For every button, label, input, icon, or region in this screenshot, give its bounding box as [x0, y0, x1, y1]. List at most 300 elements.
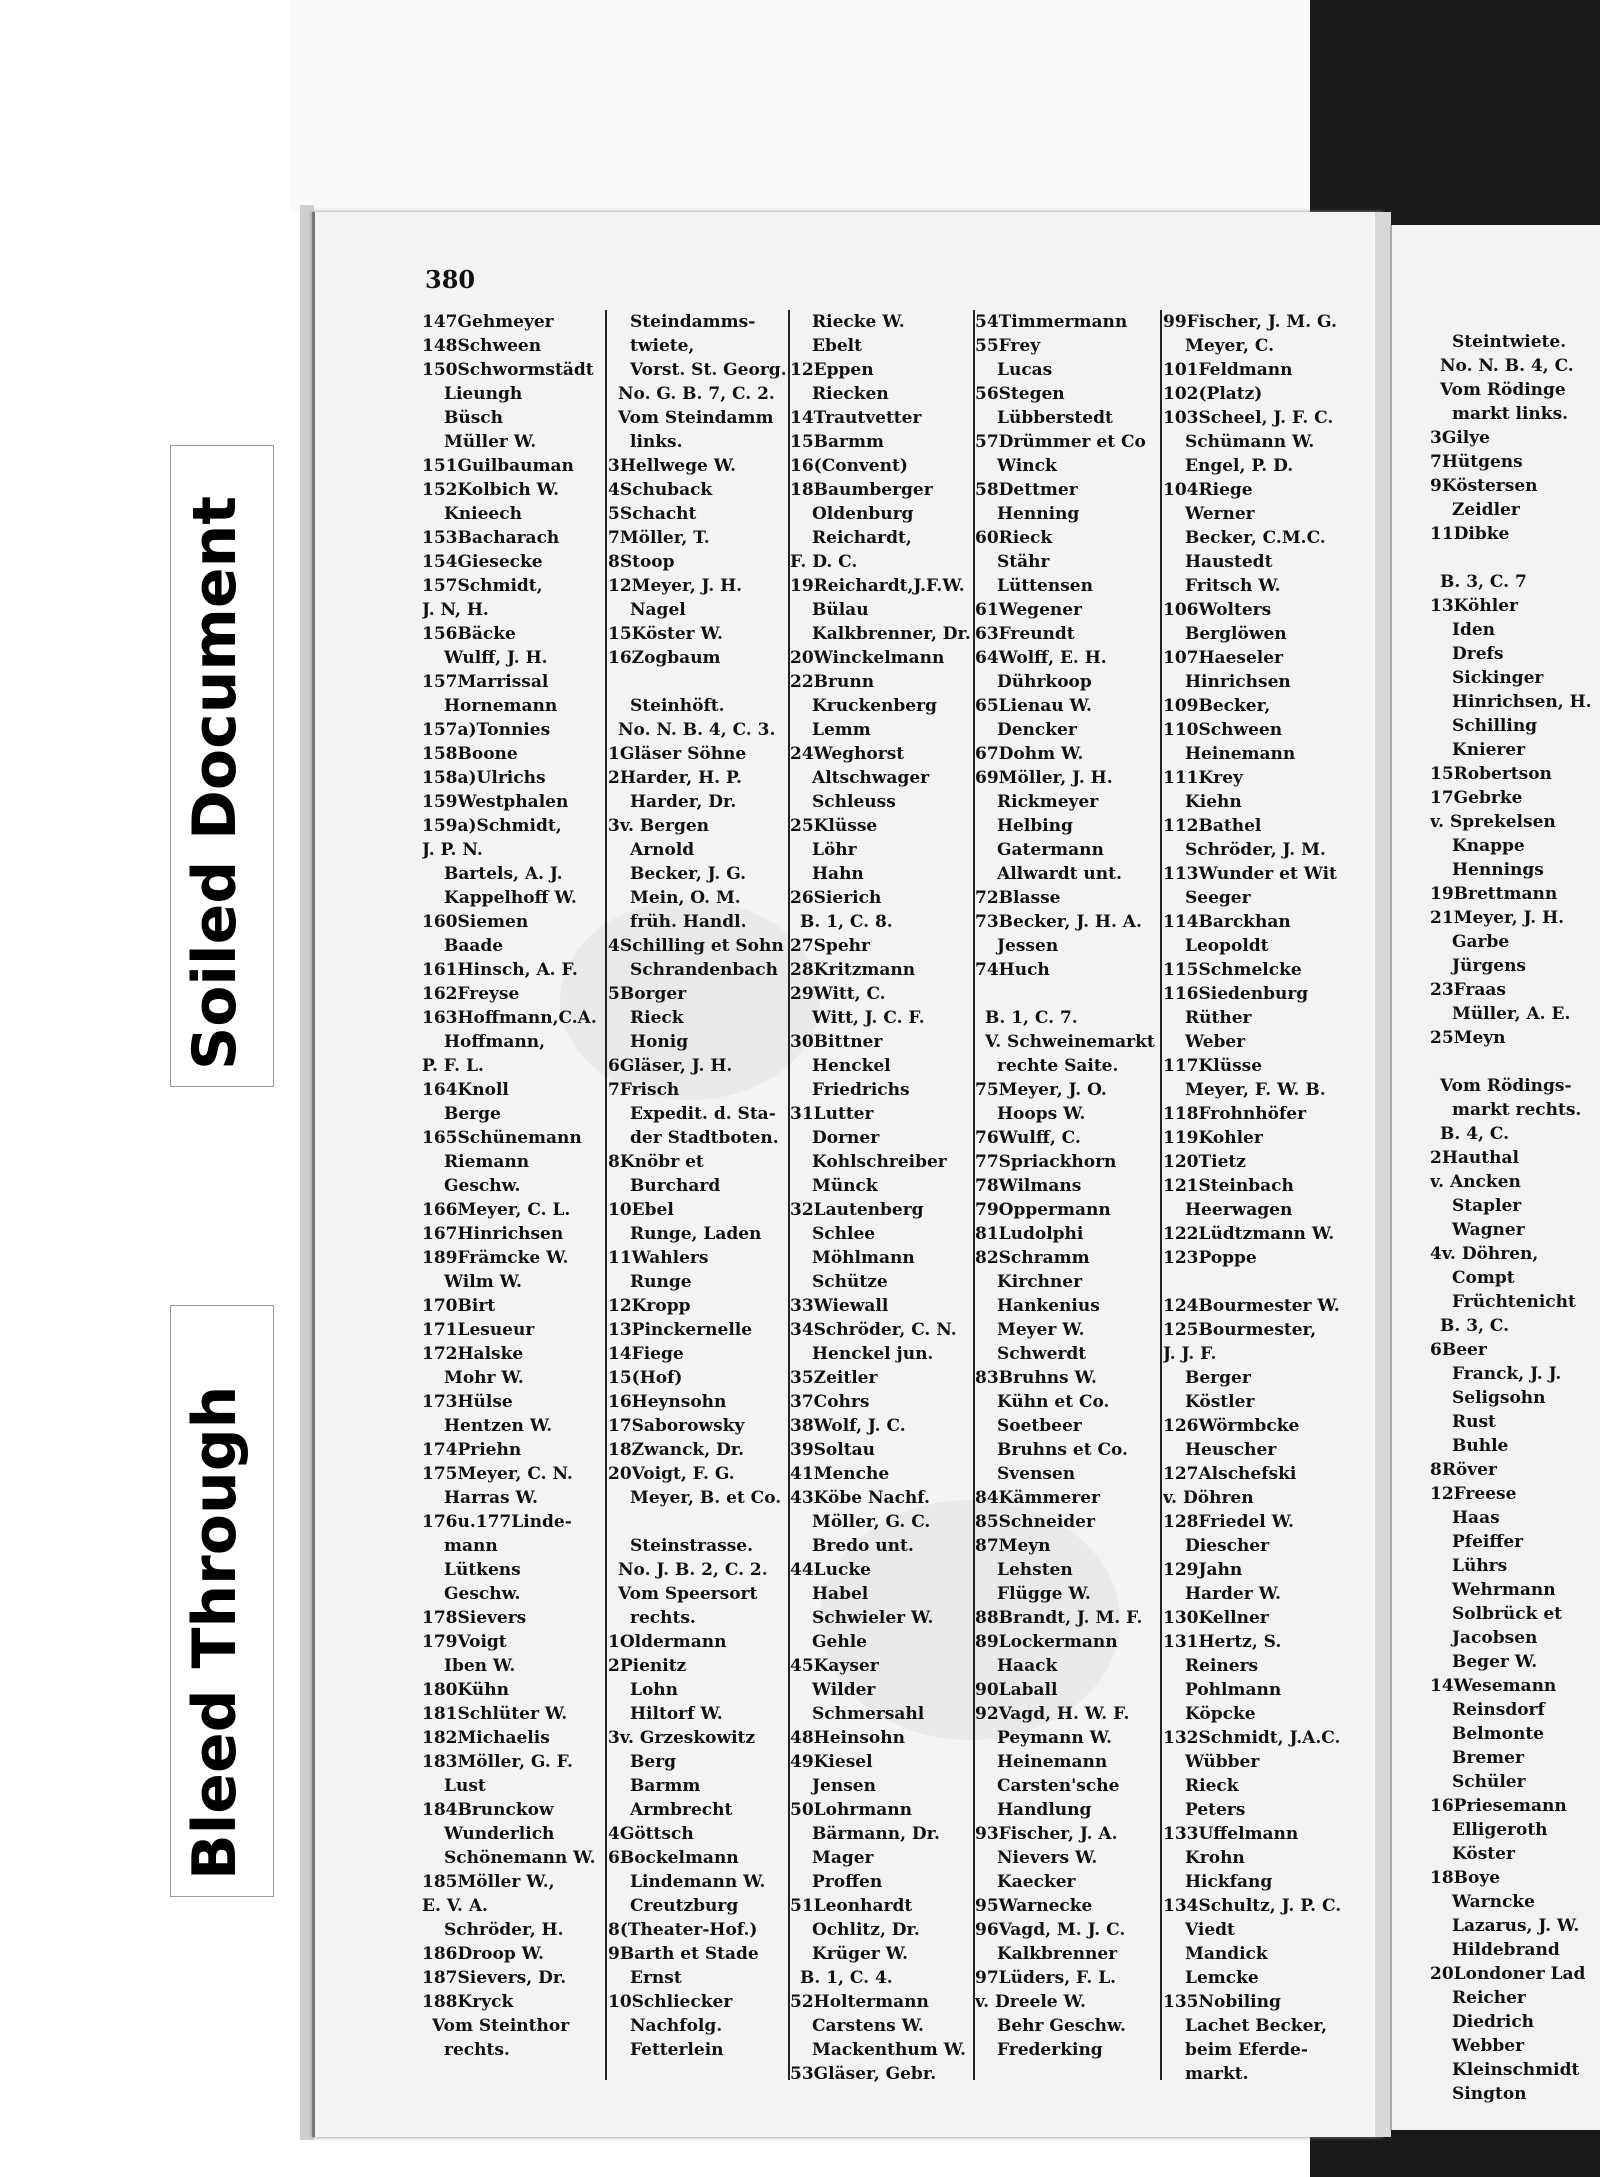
directory-entry: Lust	[444, 1776, 486, 1796]
directory-entry: 179Voigt	[422, 1632, 507, 1652]
directory-entry: 58Dettmer	[975, 480, 1078, 500]
directory-entry: Reiners	[1185, 1656, 1259, 1676]
directory-entry: 13Pinckernelle	[608, 1320, 753, 1340]
directory-entry: 14Trautvetter	[790, 408, 922, 428]
directory-entry: Kaecker	[997, 1872, 1076, 1892]
directory-entry: Löhr	[812, 840, 857, 860]
directory-entry: 93Fischer, J. A.	[975, 1824, 1118, 1844]
directory-entry: 4Schuback	[608, 480, 713, 500]
directory-entry: Wagner	[1452, 1220, 1525, 1240]
directory-entry: Wilder	[812, 1680, 876, 1700]
directory-entry: 101Feldmann	[1163, 360, 1293, 380]
directory-entry: Schümann W.	[1185, 432, 1315, 452]
directory-entry: 20Winckelmann	[790, 648, 945, 668]
directory-entry: Allwardt unt.	[997, 864, 1122, 884]
column-divider	[605, 310, 607, 2080]
column-3	[790, 310, 980, 2086]
directory-entry: Kirchner	[997, 1272, 1083, 1292]
directory-entry: F. D. C.	[790, 552, 858, 572]
directory-entry: 16Heynsohn	[608, 1392, 727, 1412]
directory-entry: 154Giesecke	[422, 552, 543, 572]
directory-entry: beim Eferde-	[1185, 2040, 1308, 2060]
directory-entry: Lucas	[997, 360, 1053, 380]
directory-entry: Steindamms-	[630, 312, 756, 332]
directory-entry: 188Kryck	[422, 1992, 514, 2012]
directory-entry: Lemm	[812, 720, 871, 740]
directory-entry: Hinrichsen	[1185, 672, 1291, 692]
directory-entry: Kiehn	[1185, 792, 1242, 812]
directory-entry: Kalkbrenner, Dr.	[812, 624, 971, 644]
directory-entry: Steinhöft.	[630, 696, 725, 716]
directory-entry: 55Frey	[975, 336, 1041, 356]
directory-entry: Solbrück et	[1452, 1604, 1562, 1624]
directory-entry: Steinstrasse.	[630, 1536, 754, 1556]
directory-entry: 121Steinbach	[1163, 1176, 1294, 1196]
directory-entry: Lieungh	[444, 384, 523, 404]
directory-entry: 156Bäcke	[422, 624, 516, 644]
directory-entry: Peters	[1185, 1800, 1246, 1820]
directory-entry: 33Wiewall	[790, 1296, 889, 1316]
directory-entry: Expedit. d. Sta-	[630, 1104, 776, 1124]
directory-entry: 24Weghorst	[790, 744, 905, 764]
directory-entry: Nievers W.	[997, 1848, 1098, 1868]
directory-entry: 102(Platz)	[1163, 384, 1263, 404]
column-divider	[1160, 310, 1162, 2080]
directory-entry: 3Hellwege W.	[608, 456, 737, 476]
directory-entry: 160Siemen	[422, 912, 529, 932]
directory-entry: 63Freundt	[975, 624, 1075, 644]
directory-entry: Früchtenicht	[1452, 1292, 1576, 1312]
directory-entry: 117Klüsse	[1163, 1056, 1263, 1076]
directory-entry: Vom Steinthor	[432, 2016, 570, 2036]
directory-entry: 77Spriackhorn	[975, 1152, 1117, 1172]
directory-entry: v. Ancken	[1430, 1172, 1521, 1192]
directory-entry: Henning	[997, 504, 1080, 524]
directory-entry: Carsten'sche	[997, 1776, 1120, 1796]
directory-entry: 164Knoll	[422, 1080, 509, 1100]
directory-entry: 186Droop W.	[422, 1944, 545, 1964]
directory-entry: 10Schliecker	[608, 1992, 733, 2012]
directory-entry: Haustedt	[1185, 552, 1273, 572]
directory-entry: 110Schween	[1163, 720, 1283, 740]
directory-entry: Heerwagen	[1185, 1200, 1293, 1220]
directory-entry: Lachet Becker,	[1185, 2016, 1328, 2036]
directory-entry: Altschwager	[812, 768, 930, 788]
directory-entry: Frederking	[997, 2040, 1103, 2060]
directory-entry: Creutzburg	[630, 1896, 739, 1916]
directory-entry: twiete,	[630, 336, 695, 356]
directory-entry: 64Wolff, E. H.	[975, 648, 1107, 668]
directory-entry: 109Becker,	[1163, 696, 1271, 716]
directory-entry: Schönemann W.	[444, 1848, 596, 1868]
directory-entry: 127Alschefski	[1163, 1464, 1297, 1484]
directory-entry: 20Londoner Lad	[1430, 1964, 1586, 1984]
directory-entry: 54Timmermann	[975, 312, 1128, 332]
directory-entry: 2Pienitz	[608, 1656, 687, 1676]
directory-entry: 152Kolbich W.	[422, 480, 560, 500]
directory-entry: rechte Saite.	[997, 1056, 1119, 1076]
directory-entry: Meyer, C.	[1185, 336, 1275, 356]
directory-entry: 27Spehr	[790, 936, 870, 956]
directory-entry: 44Lucke	[790, 1560, 871, 1580]
directory-entry: Jacobsen	[1452, 1628, 1538, 1648]
directory-entry: 99Fischer, J. M. G.	[1163, 312, 1337, 332]
directory-entry: 21Meyer, J. H.	[1430, 908, 1565, 928]
directory-entry: Mohr W.	[444, 1368, 524, 1388]
directory-entry: Lübberstedt	[997, 408, 1113, 428]
directory-entry: 182Michaelis	[422, 1728, 550, 1748]
directory-entry: Lüttensen	[997, 576, 1093, 596]
directory-entry: Rust	[1452, 1412, 1496, 1432]
directory-entry: 8(Theater-Hof.)	[608, 1920, 758, 1940]
directory-entry: Wilm W.	[444, 1272, 522, 1292]
directory-entry: v. Sprekelsen	[1430, 812, 1556, 832]
directory-entry: 81Ludolphi	[975, 1224, 1084, 1244]
directory-entry: J. J. F.	[1163, 1344, 1217, 1364]
directory-entry: 88Brandt, J. M. F.	[975, 1608, 1143, 1628]
directory-entry: Hentzen W.	[444, 1416, 553, 1436]
directory-entry: Lindemann W.	[630, 1872, 766, 1892]
directory-entry: Berglöwen	[1185, 624, 1287, 644]
directory-entry: 29Witt, C.	[790, 984, 886, 1004]
directory-entry: Knieech	[444, 504, 522, 524]
directory-entry: Beger W.	[1452, 1652, 1538, 1672]
directory-entry: 157Schmidt,	[422, 576, 543, 596]
directory-entry: Belmonte	[1452, 1724, 1544, 1744]
directory-entry: 157Marrissal	[422, 672, 549, 692]
directory-entry: 183Möller, G. F.	[422, 1752, 573, 1772]
directory-entry: Dührkoop	[997, 672, 1092, 692]
directory-entry: Pohlmann	[1185, 1680, 1282, 1700]
directory-entry: Ernst	[630, 1968, 682, 1988]
directory-entry: Hoops W.	[997, 1104, 1086, 1124]
column-1	[422, 310, 612, 2062]
directory-entry: Iben W.	[444, 1656, 516, 1676]
directory-entry: 116Siedenburg	[1163, 984, 1309, 1004]
directory-entry: Reinsdorf	[1452, 1700, 1545, 1720]
directory-entry: Baade	[444, 936, 504, 956]
directory-entry: Witt, J. C. F.	[812, 1008, 925, 1028]
directory-entry: 6Gläser, J. H.	[608, 1056, 733, 1076]
directory-entry: Hahn	[812, 864, 864, 884]
directory-entry: Vorst. St. Georg.	[630, 360, 787, 380]
directory-entry: Münck	[812, 1176, 878, 1196]
directory-entry: Schröder, H.	[444, 1920, 564, 1940]
directory-entry: Zeidler	[1452, 500, 1520, 520]
directory-entry: Schüler	[1452, 1772, 1526, 1792]
directory-entry: 39Soltau	[790, 1440, 875, 1460]
directory-entry: 56Stegen	[975, 384, 1065, 404]
directory-entry: 49Kiesel	[790, 1752, 873, 1772]
directory-entry: 96Vagd, M. J. C.	[975, 1920, 1126, 1940]
directory-entry: 37Cohrs	[790, 1392, 870, 1412]
directory-entry: No. N. B. 4, C.	[1440, 356, 1574, 376]
directory-entry: 8Stoop	[608, 552, 675, 572]
directory-entry: Iden	[1452, 620, 1496, 640]
directory-entry: Burchard	[630, 1176, 721, 1196]
directory-entry: 31Lutter	[790, 1104, 874, 1124]
directory-entry: 89Lockermann	[975, 1632, 1118, 1652]
directory-entry: Reicher	[1452, 1988, 1526, 2008]
directory-entry: Barmm	[630, 1776, 701, 1796]
directory-entry: Weber	[1185, 1032, 1246, 1052]
directory-entry: Hiltorf W.	[630, 1704, 723, 1724]
directory-entry: Haas	[1452, 1508, 1500, 1528]
directory-entry: Meyer, F. W. B.	[1185, 1080, 1326, 1100]
directory-entry: 181Schlüter W.	[422, 1704, 568, 1724]
directory-entry: Harras W.	[444, 1488, 538, 1508]
directory-entry: 159a)Schmidt,	[422, 816, 562, 836]
directory-entry: 129Jahn	[1163, 1560, 1243, 1580]
directory-entry: 75Meyer, J. O.	[975, 1080, 1107, 1100]
directory-entry: 11Wahlers	[608, 1248, 709, 1268]
directory-entry: Nagel	[630, 600, 686, 620]
directory-entry: Riecken	[812, 384, 889, 404]
directory-entry: B. 3, C.	[1440, 1316, 1510, 1336]
directory-entry: Habel	[812, 1584, 869, 1604]
directory-entry: 7Frisch	[608, 1080, 680, 1100]
directory-entry: Webber	[1452, 2036, 1525, 2056]
directory-entry: 133Uffelmann	[1163, 1824, 1299, 1844]
directory-entry: Berge	[444, 1104, 501, 1124]
directory-entry: 173Hülse	[422, 1392, 513, 1412]
directory-entry: Dencker	[997, 720, 1077, 740]
directory-entry: 166Meyer, C. L.	[422, 1200, 571, 1220]
directory-entry: 57Drümmer et Co	[975, 432, 1146, 452]
directory-entry: Schmersahl	[812, 1704, 925, 1724]
directory-entry: 6Bockelmann	[608, 1848, 739, 1868]
directory-entry: 28Kritzmann	[790, 960, 916, 980]
directory-entry: No. G. B. 7, C. 2.	[618, 384, 775, 404]
directory-entry: 123Poppe	[1163, 1248, 1257, 1268]
directory-entry: Schröder, J. M.	[1185, 840, 1326, 860]
directory-entry: Engel, P. D.	[1185, 456, 1294, 476]
directory-entry: 45Kayser	[790, 1656, 879, 1676]
directory-entry: 167Hinrichsen	[422, 1224, 564, 1244]
directory-entry: Wulff, J. H.	[444, 648, 548, 668]
directory-entry: 35Zeitler	[790, 1368, 878, 1388]
book-gutter	[1375, 212, 1391, 2137]
directory-entry: 106Wolters	[1163, 600, 1272, 620]
directory-entry: Schrandenbach	[630, 960, 778, 980]
directory-entry: Leopoldt	[1185, 936, 1269, 956]
directory-entry: 53Gläser, Gebr.	[790, 2064, 937, 2084]
directory-entry: 92Vagd, H. W. F.	[975, 1704, 1130, 1724]
directory-entry: Helbing	[997, 816, 1073, 836]
directory-entry: Hennings	[1452, 860, 1544, 880]
directory-entry: 52Holtermann	[790, 1992, 929, 2012]
directory-entry: 171Lesueur	[422, 1320, 535, 1340]
directory-entry: Mandick	[1185, 1944, 1268, 1964]
directory-entry: J. P. N.	[422, 840, 483, 860]
directory-entry: Diedrich	[1452, 2012, 1535, 2032]
soiled-document-label: Soiled Document	[180, 495, 250, 1070]
directory-entry: Hornemann	[444, 696, 558, 716]
directory-entry: 1Oldermann	[608, 1632, 727, 1652]
directory-entry: v. Döhren	[1163, 1488, 1254, 1508]
directory-entry: Jessen	[997, 936, 1059, 956]
directory-entry: 12Freese	[1430, 1484, 1517, 1504]
directory-entry: Ochlitz, Dr.	[812, 1920, 920, 1940]
directory-entry: 185Möller W.,	[422, 1872, 555, 1892]
directory-entry: Lehsten	[997, 1560, 1073, 1580]
directory-entry: 130Kellner	[1163, 1608, 1269, 1628]
directory-entry: Lührs	[1452, 1556, 1508, 1576]
directory-entry: 15(Hof)	[608, 1368, 683, 1388]
directory-entry: Henckel jun.	[812, 1344, 934, 1364]
directory-entry: Berger	[1185, 1368, 1251, 1388]
directory-entry: 7Hütgens	[1430, 452, 1523, 472]
directory-entry: Runge, Laden	[630, 1224, 762, 1244]
directory-entry: Heinemann	[1185, 744, 1296, 764]
directory-entry: Bredo unt.	[812, 1536, 914, 1556]
directory-entry: 41Menche	[790, 1464, 890, 1484]
directory-entry: 43Köbe Nachf.	[790, 1488, 930, 1508]
directory-entry: Kleinschmidt	[1452, 2060, 1580, 2080]
directory-entry: E. V. A.	[422, 1896, 488, 1916]
directory-entry: Fetterlein	[630, 2040, 724, 2060]
directory-entry: Seligsohn	[1452, 1388, 1546, 1408]
directory-entry: Vom Rödings-	[1440, 1076, 1572, 1096]
directory-entry: Schlee	[812, 1224, 876, 1244]
directory-entry: 87Meyn	[975, 1536, 1051, 1556]
directory-entry: 30Bittner	[790, 1032, 883, 1052]
directory-entry: 6Beer	[1430, 1340, 1487, 1360]
directory-entry: Carstens W.	[812, 2016, 924, 2036]
directory-entry: P. F. L.	[422, 1056, 484, 1076]
directory-entry: 61Wegener	[975, 600, 1083, 620]
directory-entry: Schütze	[812, 1272, 888, 1292]
directory-entry: Gatermann	[997, 840, 1104, 860]
directory-entry: Lütkens	[444, 1560, 521, 1580]
directory-entry: Handlung	[997, 1800, 1092, 1820]
directory-entry: 10Ebel	[608, 1200, 674, 1220]
directory-entry: 114Barckhan	[1163, 912, 1291, 932]
directory-entry: 115Schmelcke	[1163, 960, 1302, 980]
directory-entry: Sickinger	[1452, 668, 1544, 688]
directory-entry: 15Robertson	[1430, 764, 1552, 784]
directory-entry: Seeger	[1185, 888, 1251, 908]
directory-entry: Friedrichs	[812, 1080, 910, 1100]
directory-entry: 172Halske	[422, 1344, 524, 1364]
directory-entry: 9Barth et Stade	[608, 1944, 759, 1964]
directory-entry: 132Schmidt, J.A.C.	[1163, 1728, 1341, 1748]
directory-entry: Heinemann	[997, 1752, 1108, 1772]
directory-entry: Krüger W.	[812, 1944, 909, 1964]
directory-entry: 74Huch	[975, 960, 1050, 980]
directory-entry: Meyer, B. et Co.	[630, 1488, 782, 1508]
directory-entry: 150Schwormstädt	[422, 360, 594, 380]
directory-entry: Möhlmann	[812, 1248, 915, 1268]
directory-entry: Jensen	[812, 1776, 876, 1796]
directory-entry: 76Wulff, C.	[975, 1128, 1081, 1148]
directory-entry: 16(Convent)	[790, 456, 908, 476]
directory-entry: 67Dohm W.	[975, 744, 1084, 764]
directory-entry: 104Riege	[1163, 480, 1253, 500]
directory-entry: 8Knöbr et	[608, 1152, 704, 1172]
directory-entry: Stapler	[1452, 1196, 1522, 1216]
directory-entry: 19Brettmann	[1430, 884, 1558, 904]
directory-entry: Vom Steindamm	[618, 408, 774, 428]
directory-entry: 153Bacharach	[422, 528, 560, 548]
directory-entry: Knierer	[1452, 740, 1526, 760]
directory-entry: 79Oppermann	[975, 1200, 1111, 1220]
directory-entry: 180Kühn	[422, 1680, 509, 1700]
directory-entry: 7Möller, T.	[608, 528, 710, 548]
directory-entry: 26Sierich	[790, 888, 882, 908]
directory-entry: markt rechts.	[1452, 1100, 1582, 1120]
directory-entry: 15Köster W.	[608, 624, 723, 644]
directory-entry: 20Voigt, F. G.	[608, 1464, 735, 1484]
section-separator	[1430, 1050, 1600, 1074]
directory-entry: Hoffmann,	[444, 1032, 545, 1052]
directory-entry: 134Schultz, J. P. C.	[1163, 1896, 1342, 1916]
directory-entry: Schleuss	[812, 792, 896, 812]
directory-entry: 165Schünemann	[422, 1128, 582, 1148]
directory-entry: Wehrmann	[1452, 1580, 1556, 1600]
directory-entry: 3v. Grzeskowitz	[608, 1728, 756, 1748]
directory-entry: Behr Geschw.	[997, 2016, 1126, 2036]
directory-entry: 148Schween	[422, 336, 542, 356]
directory-entry: 38Wolf, J. C.	[790, 1416, 906, 1436]
section-separator	[1163, 1270, 1353, 1294]
directory-entry: rechts.	[630, 1608, 696, 1628]
directory-entry: 18Boye	[1430, 1868, 1501, 1888]
directory-entry: 174Priehn	[422, 1440, 522, 1460]
directory-entry: 22Brunn	[790, 672, 875, 692]
directory-entry: 14Fiege	[608, 1344, 684, 1364]
directory-entry: Kalkbrenner	[997, 1944, 1118, 1964]
directory-entry: 157a)Tonnies	[422, 720, 551, 740]
directory-entry: 111Krey	[1163, 768, 1243, 788]
directory-entry: 90Laball	[975, 1680, 1058, 1700]
directory-entry: Wübber	[1185, 1752, 1260, 1772]
directory-entry: Bruhns et Co.	[997, 1440, 1128, 1460]
directory-entry: 19Reichardt,J.F.W.	[790, 576, 965, 596]
directory-entry: Steintwiete.	[1452, 332, 1567, 352]
directory-entry: Runge	[630, 1272, 692, 1292]
directory-entry: 2Hauthal	[1430, 1148, 1519, 1168]
directory-entry: 176u.177Linde-	[422, 1512, 572, 1532]
directory-entry: B. 1, C. 4.	[800, 1968, 893, 1988]
directory-entry: 95Warnecke	[975, 1896, 1093, 1916]
directory-entry: 159Westphalen	[422, 792, 569, 812]
directory-entry: 73Becker, J. H. A.	[975, 912, 1142, 932]
directory-entry: 5Borger	[608, 984, 687, 1004]
directory-entry: 158a)Ulrichs	[422, 768, 546, 788]
directory-entry: 118Frohnhöfer	[1163, 1104, 1307, 1124]
directory-entry: Bärmann, Dr.	[812, 1824, 940, 1844]
directory-entry: Lohn	[630, 1680, 679, 1700]
directory-entry: Armbrecht	[630, 1800, 733, 1820]
directory-entry: Kruckenberg	[812, 696, 937, 716]
directory-entry: Vom Speersort	[618, 1584, 758, 1604]
directory-entry: v. Dreele W.	[975, 1992, 1086, 2012]
directory-entry: Köpcke	[1185, 1704, 1256, 1724]
directory-entry: Vom Rödinge	[1440, 380, 1566, 400]
directory-entry: Sington	[1452, 2084, 1527, 2104]
directory-entry: 103Scheel, J. F. C.	[1163, 408, 1334, 428]
directory-entry: Elligeroth	[1452, 1820, 1548, 1840]
directory-entry: 14Wesemann	[1430, 1676, 1557, 1696]
directory-entry: Müller, A. E.	[1452, 1004, 1571, 1024]
directory-entry: 124Bourmester W.	[1163, 1296, 1340, 1316]
directory-entry: 178Sievers	[422, 1608, 527, 1628]
directory-entry: Henckel	[812, 1056, 891, 1076]
directory-entry: 113Wunder et Wit	[1163, 864, 1337, 884]
directory-entry: Dorner	[812, 1128, 880, 1148]
directory-entry: Werner	[1185, 504, 1255, 524]
